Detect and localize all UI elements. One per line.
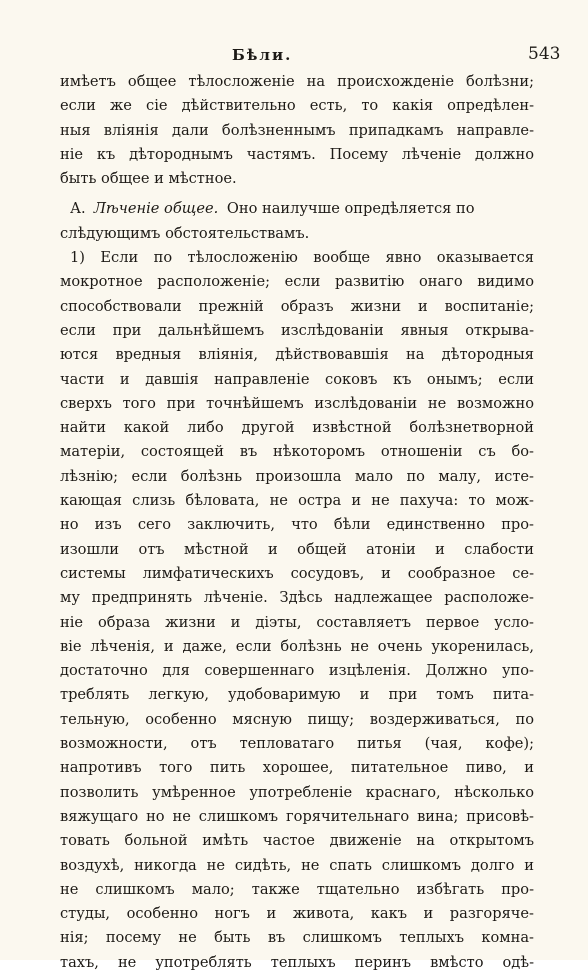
text-line: товать больной имѣть частое движеніе на открытомъ [60, 832, 534, 850]
text-line: воздухѣ, никогда не сидѣть, не спать слишкомъ долго и [60, 856, 534, 874]
paragraph-intro [60, 70, 534, 191]
text-line: имѣетъ общее тѣлосложеніе на происхожденіе болѣзни; [60, 73, 534, 90]
text-line: треблять легкую, удобоваримую и при томъ пита- [60, 686, 534, 704]
text-line: найти какой либо другой извѣстной болѣзнетворной [60, 419, 534, 437]
page-number: 543 [528, 44, 561, 64]
text-line: быть общее и мѣстное. [60, 170, 237, 188]
text-line: вяжущаго но не слишкомъ горячительнаго вина; присовѣ- [60, 807, 534, 825]
section-title: Лѣченіе общее. [93, 200, 219, 218]
text-line: му предпринять лѣченіе. Здѣсь надлежащее расположе- [60, 589, 534, 607]
text-line: слѣдующимъ обстоятельствамъ. [60, 224, 310, 242]
text-line: но изъ сего заключить, что бѣли единственно про- [60, 516, 534, 534]
text-line: студы, особенно ногъ и живота, какъ и разгоряче- [60, 905, 534, 923]
text-line: позволить умѣренное употребленіе краснаго, нѣсколько [60, 783, 534, 801]
text-line: системы лимфатическихъ сосудовъ, и сообразное се- [60, 564, 534, 582]
text-line: изошли отъ мѣстной и общей атоніи и слабости [60, 540, 534, 558]
text-line: если же сіе дѣйствительно есть, то какія опредѣлен- [60, 97, 534, 115]
text-line: тельную, особенно мясную пищу; воздерживаться, по [60, 710, 534, 728]
page-header [0, 46, 588, 70]
text-line: кающая слизь бѣловата, не остра и не пахуча: то мож- [60, 492, 534, 510]
text-line: возможности, отъ тепловатаго питья (чая, кофе); [60, 735, 534, 753]
text-line: достаточно для совершеннаго изцѣленія. Должно упо- [60, 662, 534, 680]
section-heading-line [60, 197, 534, 221]
text-line: если при дальнѣйшемъ изслѣдованіи явныя открыва- [60, 321, 534, 339]
text-line: 1) Если по тѣлосложенію вообще явно оказывается [70, 249, 534, 267]
section-heading-rest: Оно наилучше опредѣляется по [226, 200, 475, 218]
text-line: способствовали прежній образъ жизни и воспитаніе; [60, 297, 534, 315]
running-head: Бѣли. [232, 46, 293, 64]
text-line: ніе образа жизни и діэты, составляетъ первое усло- [60, 613, 534, 631]
text-line: нія; посему не быть въ слишкомъ теплыхъ комна- [60, 929, 534, 947]
text-line: мокротное расположеніе; если развитію онаго видимо [60, 273, 534, 291]
text-line: сверхъ того при точнѣйшемъ изслѣдованіи не возможно [60, 394, 534, 412]
section-general-treatment [60, 197, 534, 246]
text-line: части и давшія направленіе соковъ къ онымъ; если [60, 370, 534, 388]
text-line: не слишкомъ мало; также тщательно избѣгать про- [60, 880, 534, 898]
section-label: А. [70, 200, 86, 218]
text-line: ныя вліянія дали болѣзненнымъ припадкамъ направле- [60, 121, 534, 139]
text-line: матеріи, состоящей въ нѣкоторомъ отношеніи съ бо- [60, 443, 534, 461]
body-text [60, 70, 534, 975]
text-line: ніе къ дѣтороднымъ частямъ. Посему лѣченіе должно [60, 145, 534, 163]
text-line: напротивъ того пить хорошее, питательное пиво, и [60, 759, 534, 777]
paragraph-point-1 [60, 246, 534, 975]
text-line: віе лѣченія, и даже, если болѣзнь не очень укоренилась, [60, 637, 534, 655]
text-line: тахъ, не употреблять теплыхъ перинъ вмѣсто одѣ- [60, 953, 534, 971]
text-line: ются вредныя вліянія, дѣйствовавшія на дѣтородныя [60, 346, 534, 364]
text-line: лѣзнію; если болѣзнь произошла мало по малу, исте- [60, 467, 534, 485]
